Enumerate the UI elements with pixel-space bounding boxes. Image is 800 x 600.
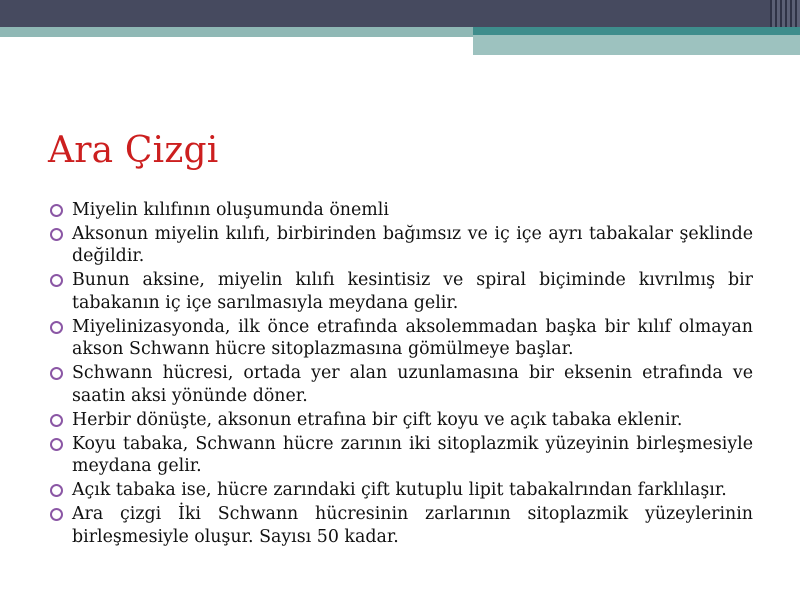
bullet-item <box>47 269 753 314</box>
slide-title: Ara Çizgi <box>48 130 219 171</box>
bullet-text: Koyu tabaka, Schwann hücre zarının iki sitoplazmik yüzeyinin birleşmesiyle meydana gelir. <box>72 433 753 477</box>
ring-bullet-icon <box>50 484 63 497</box>
header-light-bar-left <box>0 27 473 37</box>
bullet-text: Miyelinizasyonda, ilk önce etrafında aksolemmadan başka bir kılıf olmayan akson Schwann hücre sitoplazmasına gömülmeye başlar. <box>72 316 753 360</box>
ring-bullet-icon <box>50 204 63 217</box>
ring-bullet-icon <box>50 367 63 380</box>
bullet-item <box>47 223 753 268</box>
bullet-text: Açık tabaka ise, hücre zarındaki çift kutuplu lipit tabakalrından farklılaşır. <box>72 480 727 501</box>
ring-bullet-icon <box>50 438 63 451</box>
bullet-text: Miyelin kılıfının oluşumunda önemli <box>72 200 389 220</box>
bullet-item <box>47 199 753 222</box>
ring-bullet-icon <box>50 274 63 287</box>
ring-bullet-icon <box>50 508 63 521</box>
bullet-text: Herbir dönüşte, aksonun etrafına bir çift koyu ve açık tabaka eklenir. <box>72 409 683 430</box>
ring-bullet-icon <box>50 228 63 241</box>
ring-bullet-icon <box>50 321 63 334</box>
header-stripes <box>770 0 800 27</box>
bullet-item <box>47 479 753 502</box>
bullet-item <box>47 316 753 361</box>
bullet-text: Schwann hücresi, ortada yer alan uzunlamasına bir eksenin etrafında ve saatin aksi yönünde döner. <box>72 363 753 406</box>
bullet-text: Ara çizgi İki Schwann hücresinin zarlarının sitoplazmik yüzeylerinin birleşmesiyle oluşur. Sayısı 50 kadar. <box>72 504 753 547</box>
header-light-bar-right <box>473 35 800 55</box>
bullet-list <box>47 199 753 550</box>
bullet-item <box>47 503 753 548</box>
header-dark-bar <box>0 0 800 27</box>
bullet-item <box>47 362 753 407</box>
bullet-item <box>47 409 753 432</box>
bullet-text: Aksonun miyelin kılıfı, birbirinden bağımsız ve iç içe ayrı tabakalar şeklinde değildir. <box>72 223 753 267</box>
bullet-text: Bunun aksine, miyelin kılıfı kesintisiz ve spiral biçiminde kıvrılmış bir tabakanın iç içe sarılmasıyla meydana gelir. <box>72 270 753 313</box>
bullet-item <box>47 433 753 478</box>
header-teal-bar <box>473 27 800 35</box>
ring-bullet-icon <box>50 414 63 427</box>
